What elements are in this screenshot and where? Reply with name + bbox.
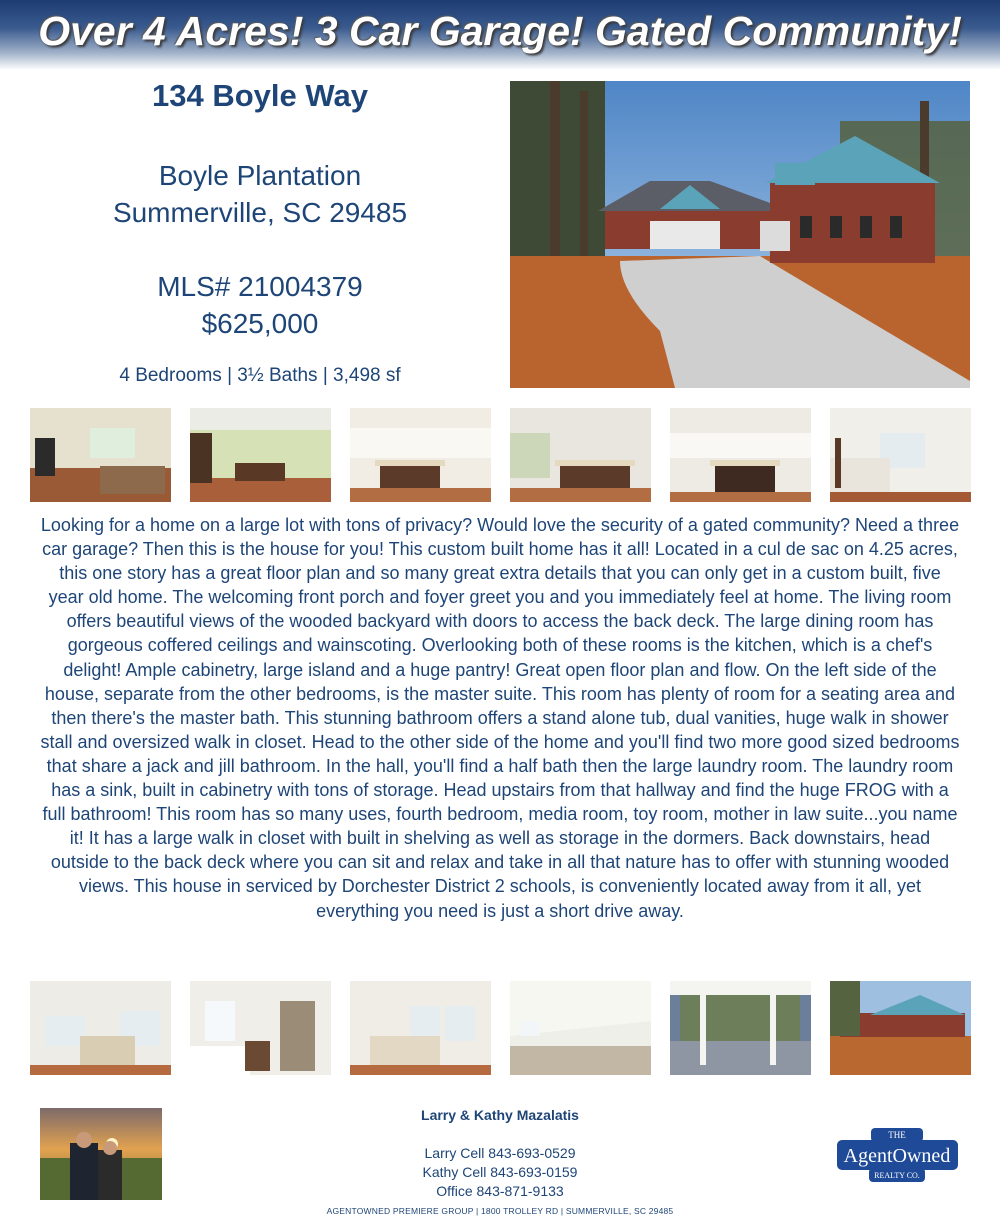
- dining-room-photo: [190, 408, 331, 502]
- agentowned-logo: [833, 1126, 962, 1184]
- master-bath-photo: [190, 981, 331, 1075]
- bedroom-photo-1: [830, 408, 971, 502]
- svg-text:AgentOwned: AgentOwned: [843, 1145, 951, 1167]
- listing-city: Summerville, SC 29485: [112, 197, 408, 228]
- kitchen-photo-1: [350, 408, 491, 502]
- property-description: Looking for a home on a large lot with tons of privacy? Would love the security of a gated community? Need a three car garage? Then this is the house for you! This custom built home has it all! Located in a cul de sac on 4.25 acres, this one story has a great floor plan and so many great extra details that you can only get in a custom built, five year old home. The welcoming front porch and foyer greet you and you immediately feel at home. The living room offers beautiful views of the wooded backyard with doors to access the back deck. The large dining room has gorgeous coffered ceilings and wainscoting. Overlooking both of these rooms is the kitchen, which is a chef's delight! Ample cabinetry, large island and a huge pantry! Great open floor plan and flow. On the left side of the house, separate from the other bedrooms, is the master suite. This room has plenty of room for a seating area and then there's the master bath. This stunning bathroom offers a stand alone tub, dual vanities, huge walk in shower stall and oversized walk in closet. Head to the other side of the home and you'll find two more good sized bedrooms that share a jack and jill bathroom. In the hall, you'll find a half bath then the large laundry room. The laundry room has a sink, built in cabinetry with tons of storage. Head upstairs from that hallway and find the huge FROG with a full bathroom! This room has so many uses, fourth bedroom, media room, toy room, mother in law suite...you name it! It has a large walk in closet with built in shelving as well as storage in the dormers. Back downstairs, head outside to the back deck where you can sit and relax and take in all that nature has to offer with stunning wooded views. This house in serviced by Dorchester District 2 schools, is conveniently located away from it all, yet everything you need is just a short drive away.: [40, 515, 960, 921]
- kitchen-photo-2: [510, 408, 651, 502]
- listing-mls: MLS# 21004379: [157, 271, 363, 302]
- photo-strip-top: [30, 408, 970, 502]
- phone-list: [300, 1144, 700, 1201]
- headline: Over 4 Acres! 3 Car Garage! Gated Community!: [38, 8, 962, 54]
- back-porch-photo: [670, 981, 811, 1075]
- svg-text:THE: THE: [888, 1130, 906, 1140]
- master-bedroom-photo: [30, 981, 171, 1075]
- hero-house-photo: [510, 81, 970, 388]
- photo-strip-bottom: [30, 981, 970, 1075]
- svg-text:REALTY CO.: REALTY CO.: [874, 1171, 920, 1180]
- kathy-cell[interactable]: Kathy Cell 843-693-0159: [422, 1164, 578, 1180]
- bedroom-photo-2: [350, 981, 491, 1075]
- listing-subdivision: Boyle Plantation: [158, 160, 362, 191]
- agents-name: Larry & Kathy Mazalatis: [421, 1107, 579, 1123]
- contact-block: [300, 1106, 700, 1201]
- headline-banner: [0, 0, 1000, 70]
- larry-cell[interactable]: Larry Cell 843-693-0529: [424, 1145, 576, 1161]
- brokerage-footer: AGENTOWNED PREMIERE GROUP | 1800 TROLLEY RD | SUMMERVILLE, SC 29485: [326, 1206, 674, 1216]
- agents-photo: [40, 1108, 162, 1200]
- listing-specs: 4 Bedrooms | 3½ Baths | 3,498 sf: [119, 365, 401, 386]
- office-phone[interactable]: Office 843-871-9133: [436, 1183, 564, 1199]
- kitchen-photo-3: [670, 408, 811, 502]
- listing-address: 134 Boyle Way: [152, 78, 368, 113]
- living-room-photo: [30, 408, 171, 502]
- house-rear-photo: [830, 981, 971, 1075]
- listing-price: $625,000: [201, 308, 319, 339]
- bonus-room-photo: [510, 981, 651, 1075]
- listing-info: [30, 78, 490, 388]
